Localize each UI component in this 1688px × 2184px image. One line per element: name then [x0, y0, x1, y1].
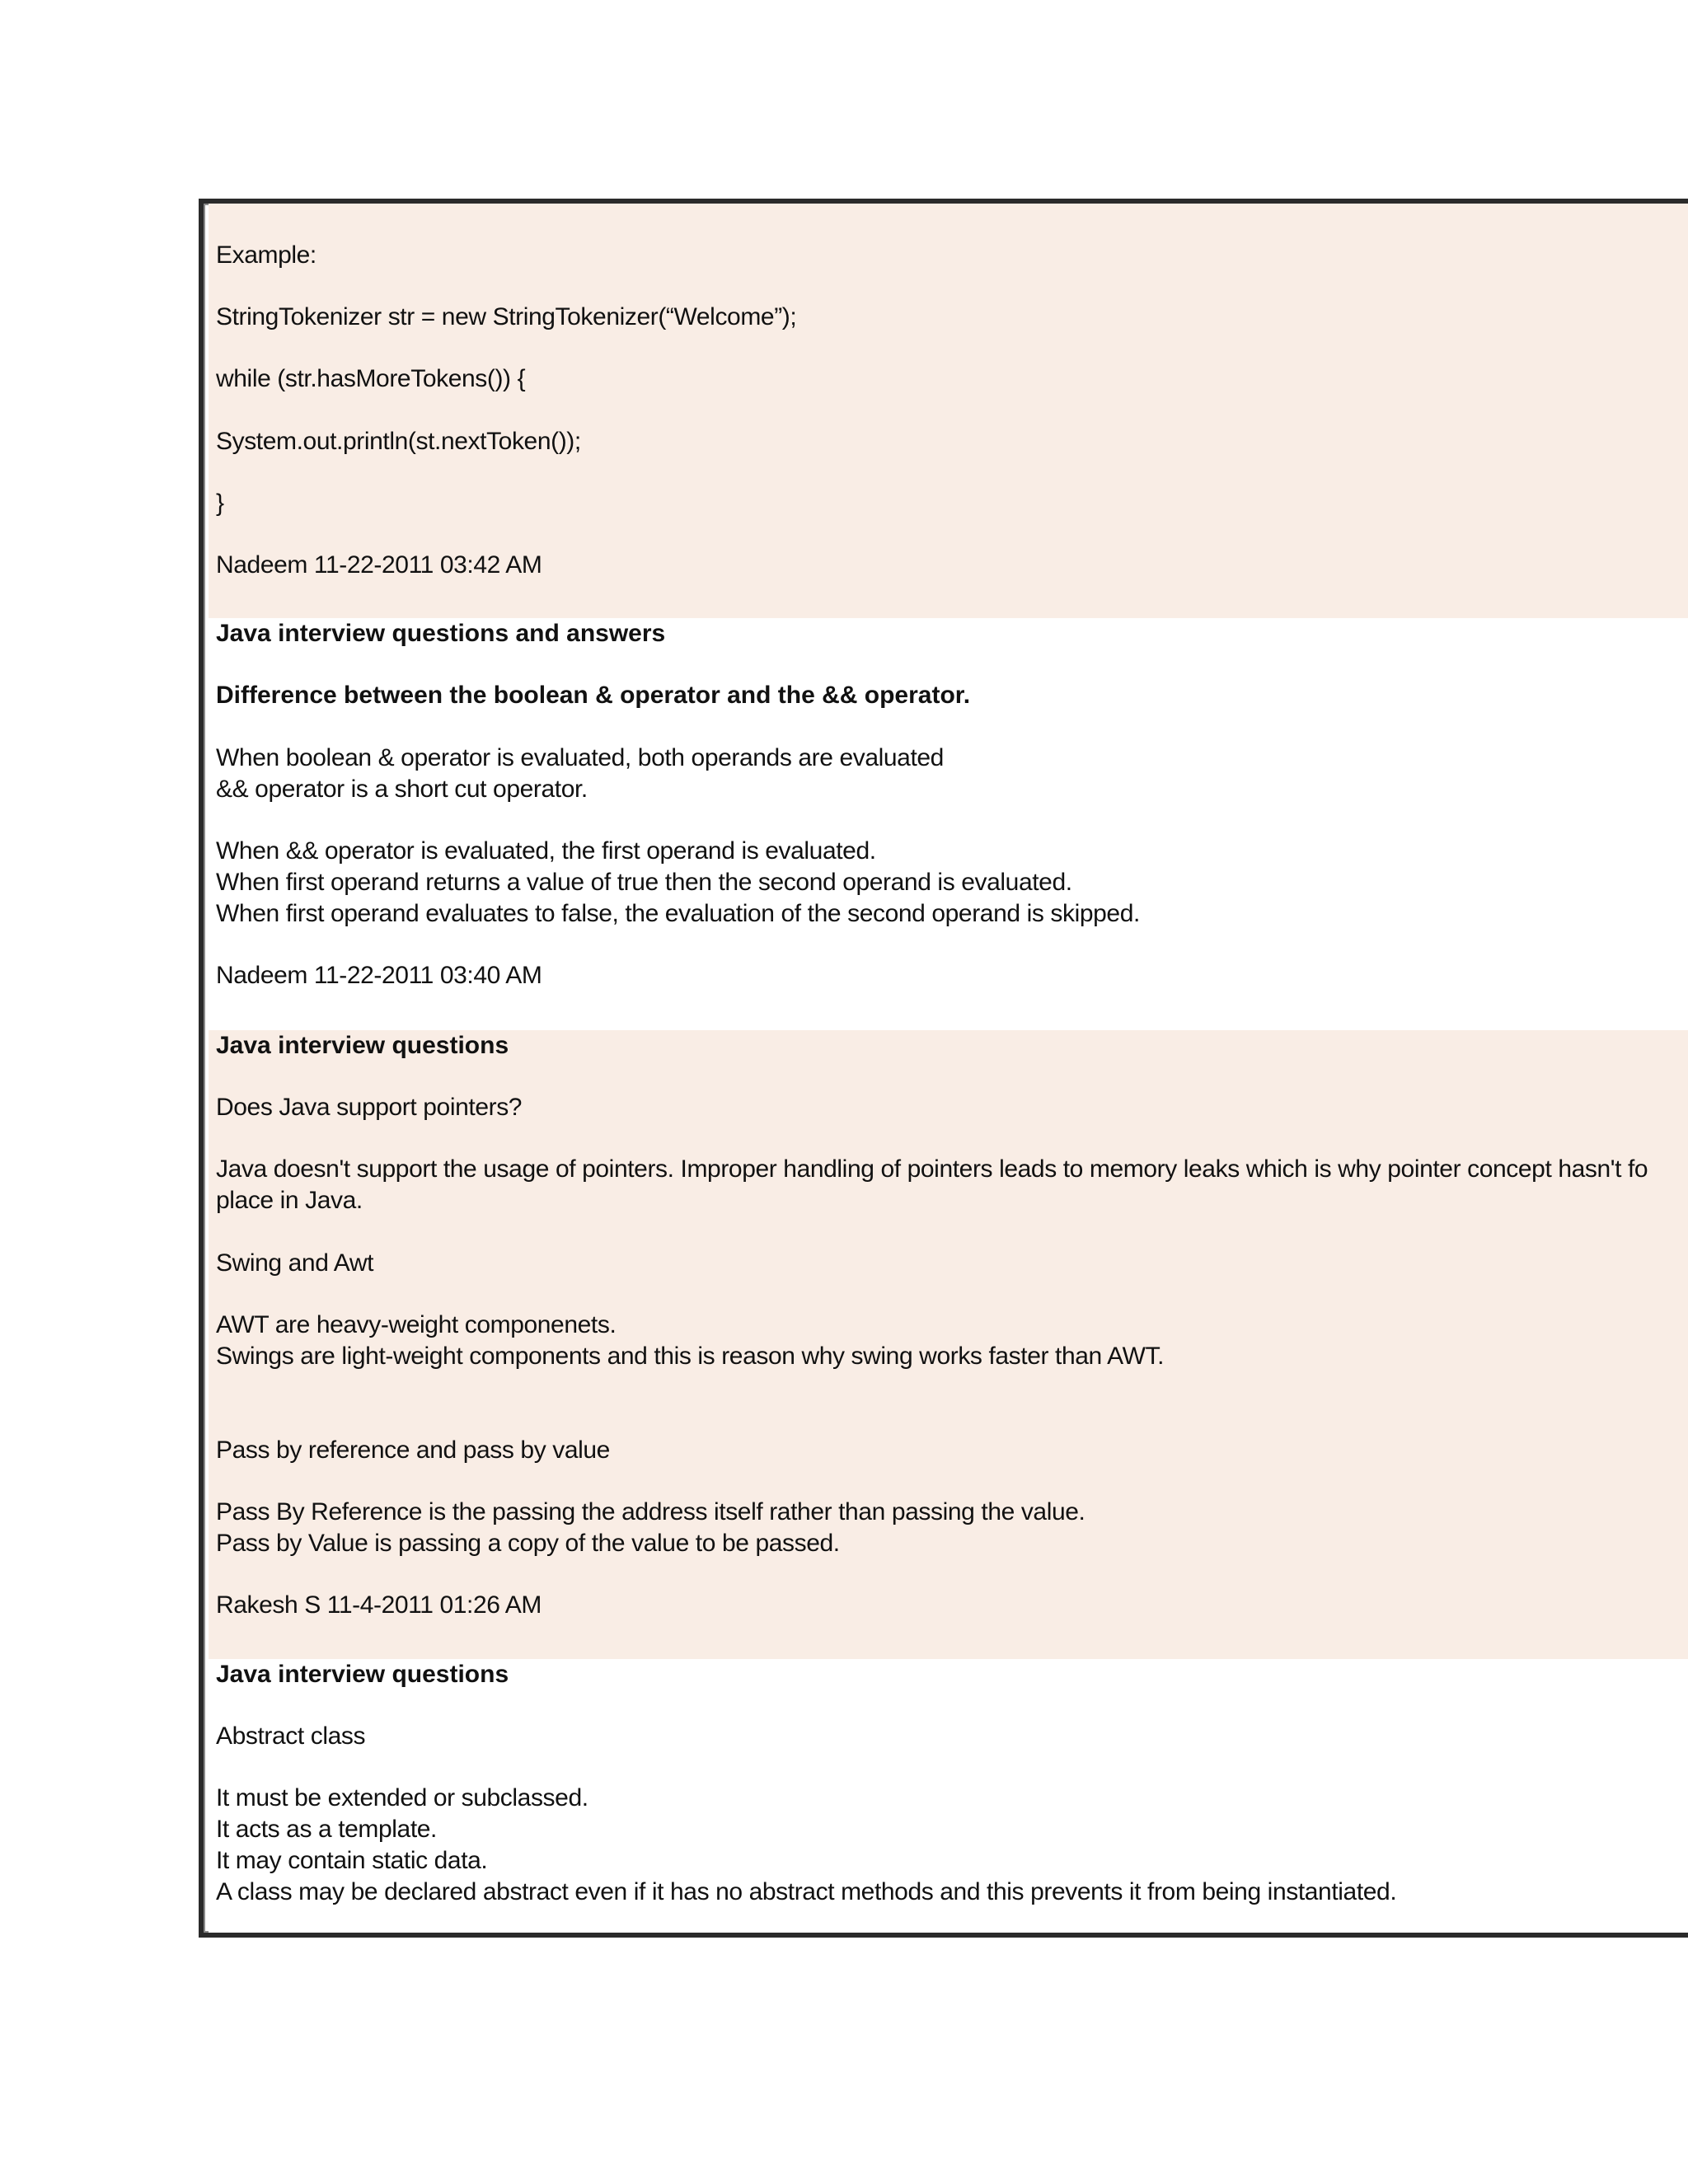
author-timestamp: Rakesh S 11-4-2011 01:26 AM	[216, 1591, 542, 1619]
question-abstract-class: Abstract class	[216, 1722, 366, 1750]
answer-line: place in Java.	[216, 1187, 363, 1214]
question-pass-by: Pass by reference and pass by value	[216, 1436, 610, 1464]
entry-title: Java interview questions	[216, 1661, 509, 1688]
entry-abstract-class	[209, 1659, 1688, 1938]
question-swing-awt: Swing and Awt	[216, 1249, 374, 1277]
answer-line: When first operand evaluates to false, the evaluation of the second operand is skipped.	[216, 900, 1140, 927]
answer-line: Pass By Reference is the passing the address itself rather than passing the value.	[216, 1498, 1085, 1526]
answer-line: Swings are light-weight components and this is reason why swing works faster than AWT.	[216, 1343, 1165, 1370]
entry-java-questions	[209, 1030, 1688, 1659]
answer-line: When boolean & operator is evaluated, both operands are evaluated	[216, 744, 944, 771]
answer-line: When && operator is evaluated, the first operand is evaluated.	[216, 837, 876, 865]
entry-title: Java interview questions	[216, 1032, 509, 1059]
author-timestamp: Nadeem 11-22-2011 03:42 AM	[216, 551, 542, 579]
question-pointers: Does Java support pointers?	[216, 1094, 523, 1121]
entry-boolean-operators	[209, 618, 1688, 1030]
code-line: while (str.hasMoreTokens()) {	[216, 365, 526, 392]
code-line: System.out.println(st.nextToken());	[216, 428, 581, 455]
code-line: StringTokenizer str = new StringTokenizer(“Welcome”);	[216, 303, 797, 330]
answer-line: Java doesn't support the usage of pointers. Improper handling of pointers leads to memory leaks which is why pointer concept hasn't fo	[216, 1155, 1648, 1183]
answer-line: It must be extended or subclassed.	[216, 1784, 588, 1811]
answer-line: A class may be declared abstract even if it has no abstract methods and this prevents it from being instantiated.	[216, 1878, 1397, 1905]
answer-line: AWT are heavy-weight componenets.	[216, 1311, 617, 1338]
entry-question: Difference between the boolean & operator and the && operator.	[216, 682, 971, 709]
code-line: }	[216, 490, 224, 517]
entry-title: Java interview questions and answers	[216, 620, 666, 647]
entry-example	[209, 204, 1688, 618]
example-label: Example:	[216, 241, 316, 269]
author-timestamp: Nadeem 11-22-2011 03:40 AM	[216, 962, 542, 989]
answer-line: It may contain static data.	[216, 1847, 488, 1874]
answer-line: When first operand returns a value of true then the second operand is evaluated.	[216, 869, 1072, 896]
answer-line: Pass by Value is passing a copy of the value to be passed.	[216, 1530, 840, 1557]
answer-line: && operator is a short cut operator.	[216, 776, 588, 803]
qa-table	[199, 199, 1688, 1938]
answer-line: It acts as a template.	[216, 1816, 437, 1843]
